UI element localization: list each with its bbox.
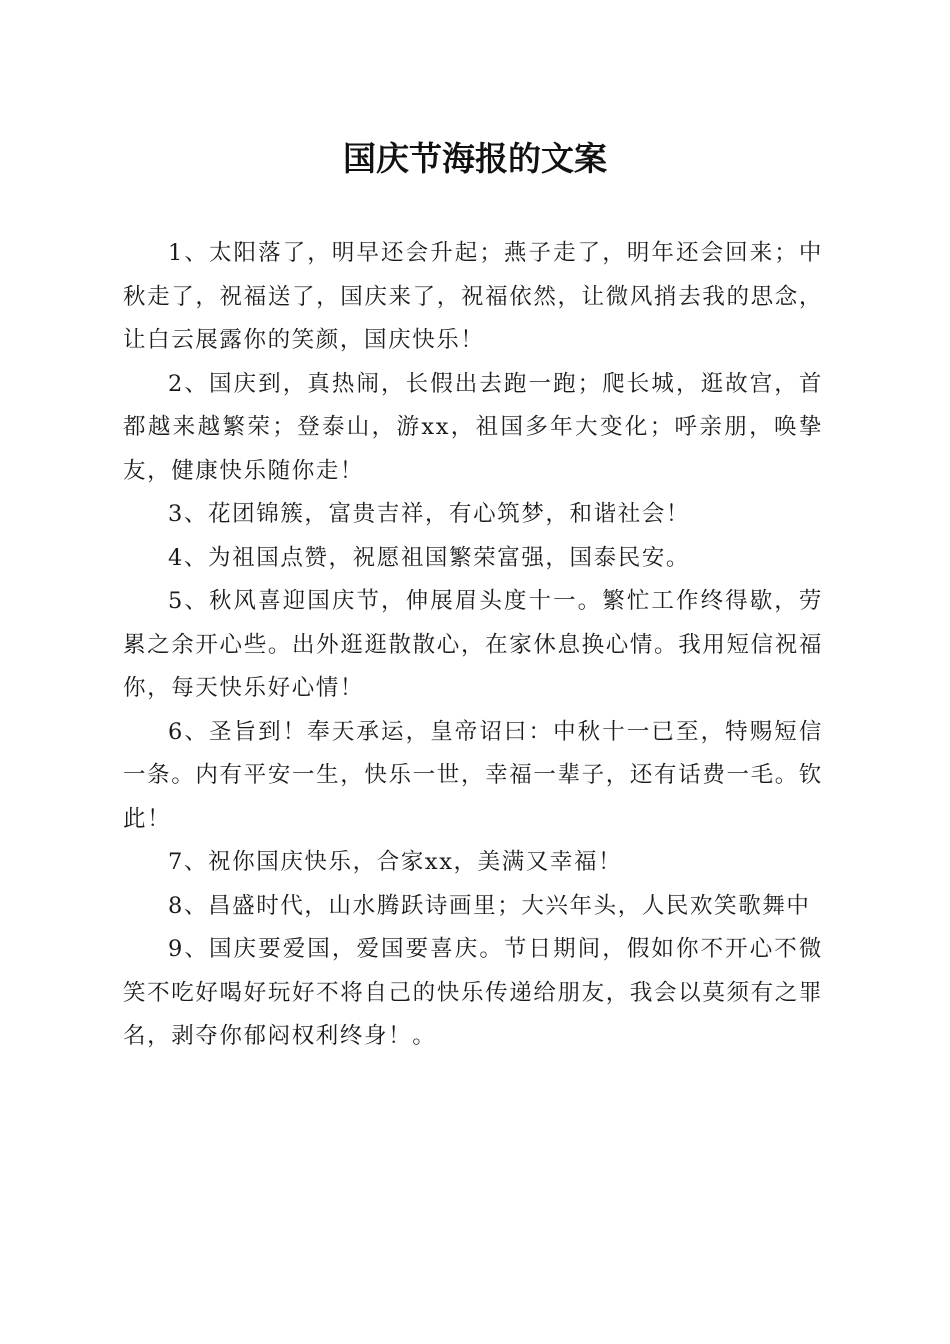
document-body (123, 232, 823, 1059)
paragraph-5: 5、秋风喜迎国庆节，伸展眉头度十一。繁忙工作终得歇，劳累之余开心些。出外逛逛散散心，在家休息换心情。我用短信祝福你，每天快乐好心情！ (123, 588, 823, 701)
paragraph-7: 7、祝你国庆快乐，合家xx，美满又幸福！ (168, 849, 623, 875)
paragraph-9: 9、国庆要爱国，爱国要喜庆。节日期间，假如你不开心不微笑不吃好喝好玩好不将自己的快乐传递给朋友，我会以莫须有之罪名，剥夺你郁闷权利终身！。 (123, 936, 823, 1049)
paragraph-6: 6、圣旨到！奉天承运，皇帝诏曰：中秋十一已至，特赐短信一条。内有平安一生，快乐一世，幸福一辈子，还有话费一毛。钦此！ (123, 718, 823, 832)
paragraph-8: 8、昌盛时代，山水腾跃诗画里；大兴年头，人民欢笑歌舞中 (168, 892, 811, 919)
page-title: 国庆节海报的文案 (343, 139, 607, 178)
paragraph-3: 3、花团锦簇，富贵吉祥，有心筑梦，和谐社会！ (168, 501, 691, 527)
paragraph-2: 2、国庆到，真热闹，长假出去跑一跑；爬长城，逛故宫，首都越来越繁荣；登泰山，游xx，祖国多年大变化；呼亲朋，唤挚友，健康快乐随你走！ (123, 370, 823, 484)
paragraph-1: 1、太阳落了，明早还会升起；燕子走了，明年还会回来；中秋走了，祝福送了，国庆来了，祝福依然，让微风捎去我的思念，让白云展露你的笑颜，国庆快乐！ (123, 240, 823, 353)
paragraph-4: 4、为祖国点赞，祝愿祖国繁荣富强，国泰民安。 (168, 544, 691, 571)
